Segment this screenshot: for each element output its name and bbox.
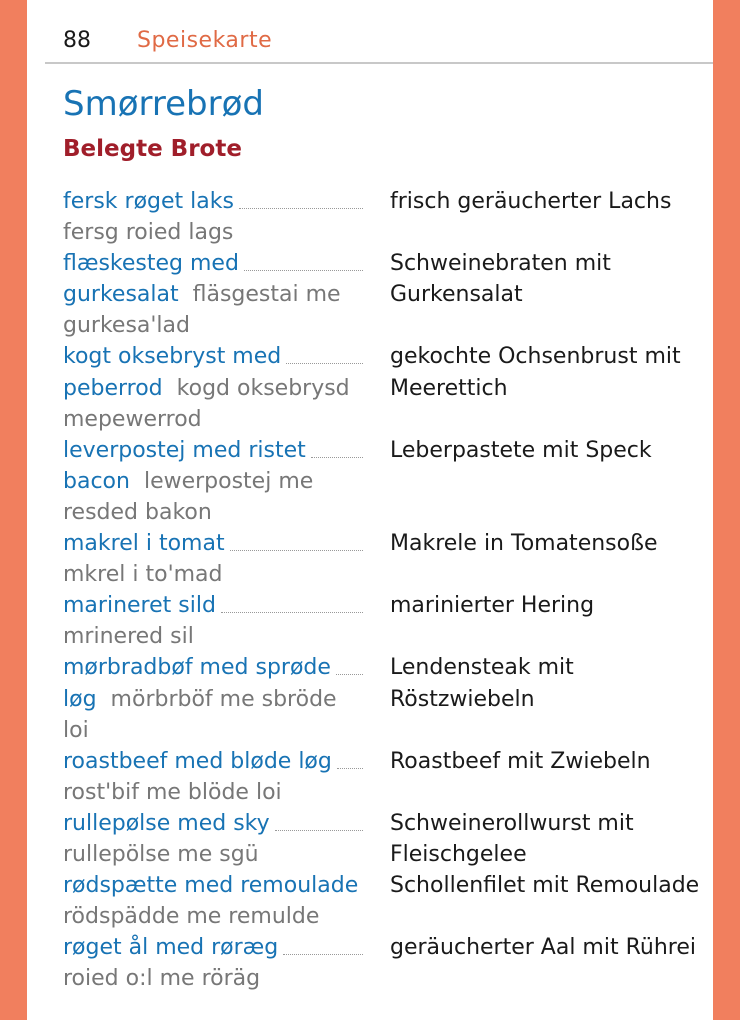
menu-entry [63,248,703,341]
german-translation: Makrele in Tomatensoße [390,531,658,557]
entry-danish [63,435,365,528]
german-translation: Roastbeef mit Zwiebeln [390,748,651,774]
header-divider [45,62,713,64]
leader-dots [244,270,363,271]
entry-danish [63,652,365,745]
danish-term-continued: gurkesalat [63,282,179,308]
danish-term: mørbradbøf med sprøde [63,655,331,681]
leader-dots [311,457,363,458]
entry-translation [390,652,710,714]
leader-dots [275,830,363,831]
danish-term-continued: bacon [63,468,130,494]
leader-dots [337,768,363,769]
entry-danish [63,808,365,870]
pronunciation: kogd oksebrysd mepewerrod [63,375,350,432]
pronunciation: mkrel i to'mad [63,562,223,588]
danish-term: fersk røget laks [63,189,234,214]
danish-term-continued: løg [63,686,97,712]
pronunciation: fläsgestai me gurkesa'lad [63,282,341,339]
pronunciation: mörbrböf me sbröde loi [63,686,337,743]
menu-entry [63,590,703,652]
danish-term: makrel i tomat [63,531,225,557]
entry-translation [390,341,710,403]
german-translation: frisch geräucherter Lachs [390,189,672,214]
leader-dots [336,674,363,675]
page-number: 88 [63,28,91,53]
menu-entry [63,652,703,745]
entry-translation [390,932,710,963]
entry-danish [63,528,365,590]
section-title: Speisekarte [137,28,273,53]
menu-entry [63,186,703,248]
danish-term: kogt oksebryst med [63,344,282,370]
entry-danish [63,870,365,932]
entry-translation [390,746,710,777]
entry-danish [63,341,365,434]
danish-term: rullepølse med sky [63,810,270,836]
german-translation: Schweinerollwurst mit [390,810,634,836]
german-translation: Schweinebraten mit [390,251,611,277]
page-heading: Smørrebrød [63,84,264,124]
right-page-edge [713,0,740,1020]
menu-entry [63,932,703,994]
danish-term: flæskesteg med [63,251,239,277]
german-translation: geräucherter Aal mit Rührei [390,935,696,961]
entry-translation [390,248,710,310]
menu-entry [63,808,703,870]
leader-dots [283,954,363,955]
entry-danish [63,746,365,808]
pronunciation: lewerpostej me resded bakon [63,468,314,525]
german-translation: marinierter Hering [390,593,595,619]
menu-entry [63,528,703,590]
pronunciation: fersg roied lags [63,220,234,246]
german-translation-continued: Meerettich [390,375,508,401]
menu-entry [63,341,703,434]
german-translation: Schollenfilet mit Remoulade [390,873,700,899]
leader-dots [230,550,363,551]
german-translation-continued: Röstzwiebeln [390,686,535,712]
pronunciation: mrinered sil [63,624,194,650]
danish-term: røget ål med røræg [63,935,279,961]
danish-term: marineret sild [63,593,216,619]
danish-term: leverpostej med ristet [63,437,306,463]
entry-translation [390,528,710,559]
entry-translation [390,808,710,870]
german-translation: Lendensteak mit [390,655,574,681]
page-subheading: Belegte Brote [63,136,242,162]
menu-entry [63,746,703,808]
leader-dots [221,612,363,613]
entry-danish [63,932,365,994]
menu-entry [63,435,703,528]
entry-translation [390,435,710,466]
pronunciation: roied o:l me röräg [63,966,261,992]
danish-term: rødspætte med remoulade [63,873,359,899]
left-page-edge [0,0,27,1020]
german-translation: Leberpastete mit Speck [390,437,652,463]
entry-translation [390,590,710,621]
german-translation: gekochte Ochsenbrust mit [390,344,681,370]
leader-dots [239,208,363,209]
menu-entry [63,870,703,932]
german-translation-continued: Fleischgelee [390,841,527,867]
pronunciation: rullepölse me sgü [63,841,259,867]
pronunciation: rödspädde me remulde [63,904,320,930]
danish-term: roastbeef med bløde løg [63,748,332,774]
pronunciation: rost'bif me blöde loi [63,779,282,805]
entry-translation [390,186,710,217]
leader-dots [286,363,363,364]
entry-danish [63,186,365,248]
german-translation-continued: Gurkensalat [390,282,523,308]
page-header [63,28,272,58]
entry-danish [63,590,365,652]
entry-danish [63,248,365,341]
entry-translation [390,870,710,901]
danish-term-continued: peberrod [63,375,163,401]
menu-entry-list [63,186,703,994]
